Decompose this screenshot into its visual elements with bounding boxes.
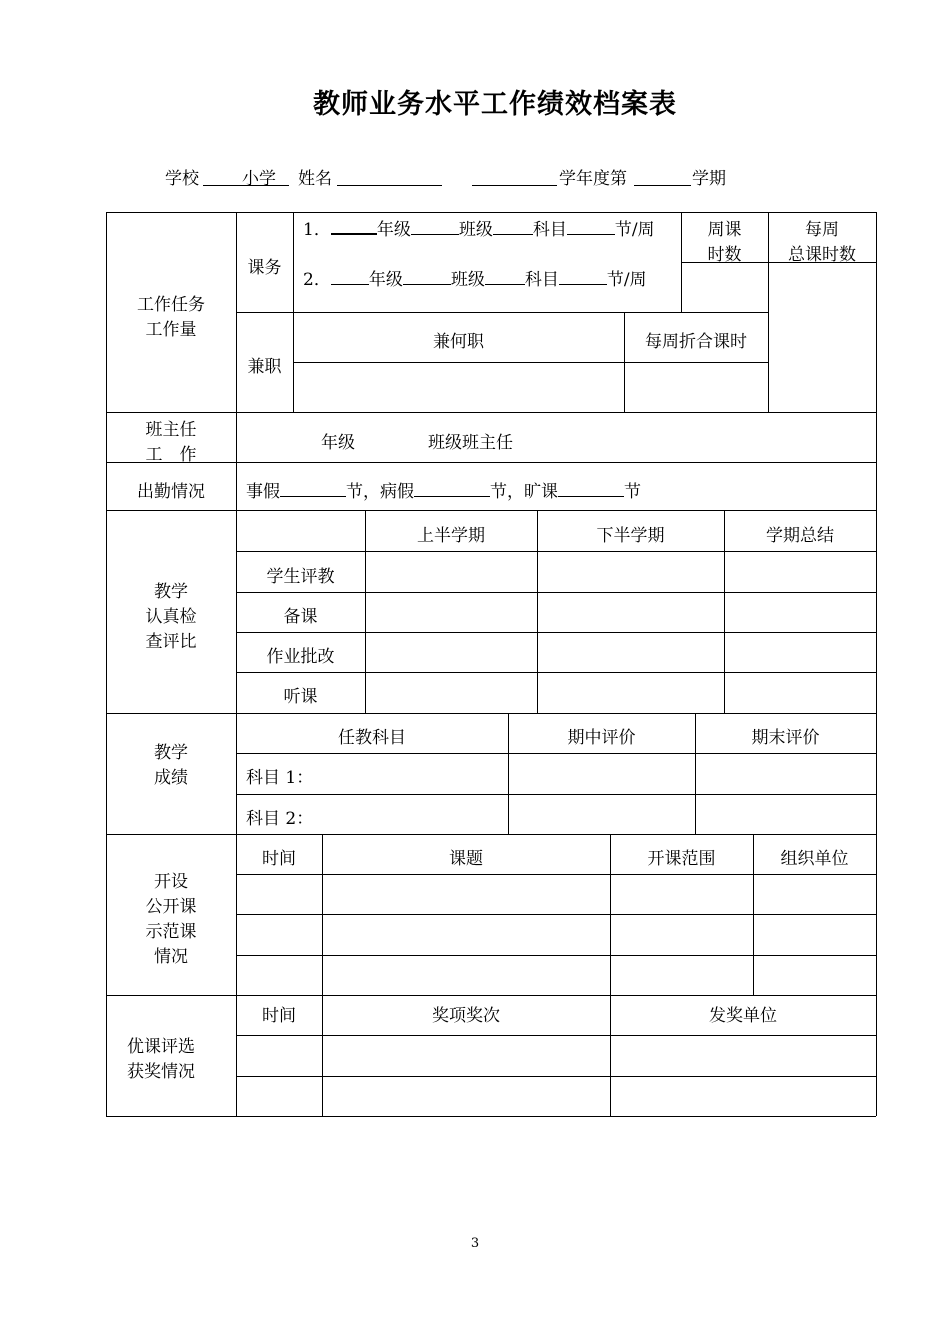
results-label-1: 教学	[154, 743, 188, 763]
head-teacher-label-1: 班主任	[145, 420, 197, 440]
public-class-label-3: 示范课	[145, 922, 197, 942]
parttime-hours-header: 每周折合课时	[645, 332, 747, 352]
inspection-col-summary: 学期总结	[766, 526, 834, 546]
hours-blank-1[interactable]	[567, 218, 615, 235]
public-class-col-time: 时间	[262, 849, 296, 869]
inspection-col-first-half: 上半学期	[417, 526, 485, 546]
page-number: 3	[470, 1236, 480, 1251]
workload-label-2: 工作量	[145, 320, 197, 340]
total-hours-label-1: 每周	[805, 220, 839, 240]
awards-label-1: 优课评选	[127, 1037, 195, 1057]
inspection-label-2: 认真检	[145, 607, 197, 627]
head-teacher-class: 班级班主任	[428, 433, 513, 453]
head-teacher-label-2: 工 作	[145, 445, 197, 465]
awards-col-time: 时间	[262, 1006, 296, 1026]
subject-blank-1[interactable]	[493, 218, 533, 235]
inspection-row-homework: 作业批改	[266, 647, 335, 667]
class-blank-1[interactable]	[411, 218, 459, 235]
inspection-row-prep: 备课	[283, 607, 318, 627]
results-col-final: 期末评价	[751, 728, 820, 748]
inspection-label-1: 教学	[154, 582, 188, 602]
public-class-label-2: 公开课	[145, 897, 197, 917]
term-underline[interactable]	[634, 185, 691, 186]
weekly-hours-label-1: 周课	[707, 220, 742, 240]
term-label: 学期	[692, 169, 726, 189]
absent-blank[interactable]	[558, 480, 624, 497]
public-class-label-4: 情况	[154, 947, 188, 967]
class-blank-2[interactable]	[403, 268, 451, 285]
subject-blank-2[interactable]	[485, 268, 525, 285]
results-col-midterm: 期中评价	[567, 728, 636, 748]
grade-blank-1[interactable]	[331, 217, 377, 235]
school-underline[interactable]	[203, 185, 289, 186]
course-label: 课务	[247, 258, 282, 278]
page-title: 教师业务水平工作绩效档案表	[313, 89, 677, 120]
head-teacher-grade: 年级	[321, 433, 355, 453]
inspection-col-second-half: 下半学期	[596, 526, 665, 546]
public-class-col-topic: 课题	[449, 849, 483, 869]
inspection-row-observation: 听课	[283, 687, 318, 707]
attendance-label: 出勤情况	[137, 482, 205, 502]
course-line-1: 1． 年级 班级 科目 节/周	[303, 215, 655, 240]
public-class-col-organizer: 组织单位	[780, 849, 849, 869]
personal-leave-blank[interactable]	[280, 480, 346, 497]
inspection-row-student-eval: 学生评教	[266, 567, 335, 587]
sick-leave-blank[interactable]	[414, 480, 490, 497]
results-row-subject-2: 科目 2：	[246, 809, 314, 829]
results-label-2: 成绩	[154, 768, 188, 788]
year-label: 学年度第	[559, 169, 627, 189]
name-underline[interactable]	[337, 185, 442, 186]
grade-blank-2[interactable]	[331, 268, 369, 285]
total-hours-label-2: 总课时数	[788, 245, 856, 265]
awards-col-issuer: 发奖单位	[709, 1006, 777, 1026]
workload-label-1: 工作任务	[137, 295, 205, 315]
name-label: 姓名	[298, 169, 332, 189]
school-label: 学校	[165, 169, 199, 189]
year-underline[interactable]	[472, 185, 557, 186]
parttime-label: 兼职	[247, 357, 282, 377]
course-line-2: 2． 年级 班级 科目 节/周	[303, 270, 647, 290]
attendance-line: 事假 节，病假 节，旷课 节	[246, 482, 641, 502]
inspection-label-3: 查评比	[145, 632, 197, 652]
weekly-hours-label-2: 时数	[707, 245, 742, 265]
parttime-role-header: 兼何职	[433, 332, 484, 352]
results-col-subject: 任教科目	[338, 728, 406, 748]
public-class-col-scope: 开课范围	[647, 849, 716, 869]
hours-blank-2[interactable]	[559, 268, 607, 285]
awards-label-2: 获奖情况	[127, 1062, 195, 1082]
results-row-subject-1: 科目 1：	[246, 768, 314, 788]
school-value: 小学	[242, 169, 276, 189]
awards-col-award: 奖项奖次	[432, 1006, 500, 1026]
public-class-label-1: 开设	[154, 872, 188, 892]
